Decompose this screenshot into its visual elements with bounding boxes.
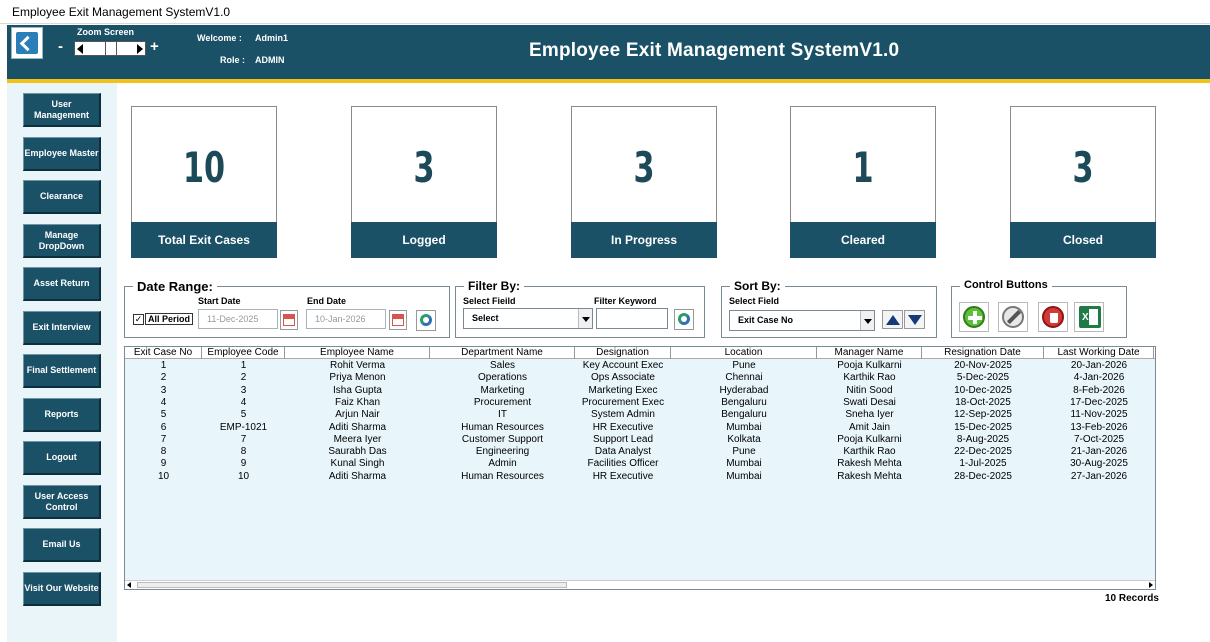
table-cell: 7: [240, 433, 247, 445]
table-cell: 20-Jan-2026: [1070, 360, 1128, 371]
column-header[interactable]: Employee Code: [202, 347, 285, 359]
employee-master-button[interactable]: Employee Master: [23, 137, 101, 171]
visit-website-button[interactable]: Visit Our Website: [23, 572, 101, 606]
closed-card: [1010, 106, 1156, 258]
table-row[interactable]: [125, 458, 1155, 470]
table-cell: HR Executive: [592, 421, 654, 433]
table-cell: Operations: [478, 372, 527, 384]
table-cell: Kolkata: [727, 433, 761, 445]
date-range-title: Date Range:: [133, 279, 217, 294]
table-cell: Human Resources: [461, 470, 544, 482]
table-cell: 3: [160, 384, 167, 396]
table-row[interactable]: [125, 372, 1155, 384]
table-cell: HR Executive: [592, 470, 654, 482]
all-period-checkbox[interactable]: ✓: [134, 314, 143, 324]
table-cell: 8: [240, 446, 247, 458]
clearance-button[interactable]: Clearance: [23, 180, 101, 214]
horizontal-scrollbar[interactable]: [125, 580, 1155, 589]
table-cell: 5: [240, 409, 247, 421]
role-label: Role :: [220, 55, 246, 65]
in-progress-card: [571, 106, 717, 258]
column-header[interactable]: Designation: [575, 347, 671, 359]
card-value: 10: [182, 143, 226, 192]
zoom-plus-label: +: [150, 38, 159, 55]
table-row[interactable]: [125, 409, 1155, 421]
filter-field-label: Select Fieild: [463, 296, 516, 306]
table-cell: Chennai: [725, 372, 763, 384]
table-cell: 1-Jul-2025: [959, 458, 1007, 470]
table-cell: 4: [240, 396, 247, 408]
table-cell: EMP-1021: [219, 421, 268, 433]
table-cell: 22-Dec-2025: [954, 446, 1012, 458]
table-cell: Nitin Sood: [846, 384, 893, 396]
table-cell: 4-Jan-2026: [1073, 372, 1125, 384]
app-header: [7, 25, 1210, 79]
table-cell: Saurabh Das: [328, 446, 387, 458]
table-row[interactable]: [125, 434, 1155, 446]
table-cell: Faiz Khan: [334, 396, 381, 408]
excel-icon: X: [1079, 306, 1101, 328]
filter-field-value: Select: [472, 313, 499, 323]
table-cell: Data Analyst: [594, 446, 652, 458]
zoom-left-arrow-icon[interactable]: [77, 44, 83, 54]
card-label: Total Exit Cases: [131, 222, 277, 258]
card-label: Closed: [1010, 222, 1156, 258]
table-cell: Hyderabad: [719, 384, 769, 396]
table-row[interactable]: [125, 422, 1155, 434]
card-value: 1: [852, 143, 874, 192]
table-cell: Key Account Exec: [582, 360, 664, 371]
zoom-label: Zoom Screen: [77, 27, 135, 37]
table-cell: Arjun Nair: [335, 409, 380, 421]
record-count: 10 Records: [1105, 593, 1159, 604]
sort-descending-icon[interactable]: [904, 310, 925, 329]
table-cell: 27-Jan-2026: [1070, 470, 1128, 482]
table-cell: Meera Iyer: [333, 433, 382, 445]
table-cell: Rakesh Mehta: [837, 470, 902, 482]
user-management-button[interactable]: User Management: [23, 93, 101, 127]
table-cell: Facilities Officer: [587, 458, 659, 470]
table-cell: Bengaluru: [721, 396, 767, 408]
manage-dropdown-button[interactable]: Manage DropDown: [23, 224, 101, 258]
filter-field-select[interactable]: [463, 308, 593, 329]
zoom-right-arrow-icon[interactable]: [137, 44, 143, 54]
table-cell: Mumbai: [726, 458, 762, 470]
table-cell: Bengaluru: [721, 409, 767, 421]
sort-field-label: Select Field: [729, 296, 780, 306]
column-header[interactable]: Last Working Date: [1044, 347, 1154, 359]
control-buttons-title: Control Buttons: [960, 279, 1052, 291]
final-settlement-button[interactable]: Final Settlement: [23, 354, 101, 388]
app-logo-icon: [11, 27, 43, 59]
table-cell: Mumbai: [726, 421, 762, 433]
table-cell: 20-Nov-2025: [954, 360, 1012, 371]
table-cell: 12-Sep-2025: [954, 409, 1012, 421]
card-label: Cleared: [790, 222, 936, 258]
table-cell: 8-Aug-2025: [956, 433, 1010, 445]
table-cell: Mumbai: [726, 470, 762, 482]
logout-button[interactable]: Logout: [23, 441, 101, 475]
table-cell: Engineering: [475, 446, 530, 458]
table-cell: Pune: [732, 360, 756, 371]
edit-icon: [1002, 306, 1024, 328]
table-cell: 5-Dec-2025: [956, 372, 1010, 384]
table-cell: 1: [240, 360, 247, 371]
delete-icon: [1042, 306, 1064, 328]
filter-title: Filter By:: [464, 279, 524, 293]
card-label: In Progress: [571, 222, 717, 258]
table-cell: Sneha Iyer: [845, 409, 894, 421]
table-cell: 3: [240, 384, 247, 396]
table-cell: 2: [160, 372, 167, 384]
table-cell: 4: [160, 396, 167, 408]
role-value: ADMIN: [255, 55, 285, 65]
scroll-thumb[interactable]: [137, 582, 567, 588]
column-header[interactable]: Employee Name: [285, 347, 430, 359]
zoom-minus-label: -: [58, 38, 63, 55]
reports-button[interactable]: Reports: [23, 398, 101, 432]
add-button[interactable]: [959, 302, 989, 332]
start-date-input[interactable]: 11-Dec-2025: [198, 309, 278, 329]
sidebar: [7, 83, 117, 642]
welcome-user: Admin1: [255, 33, 289, 43]
table-cell: 13-Feb-2026: [1070, 421, 1128, 433]
table-cell: 8-Feb-2026: [1073, 384, 1125, 396]
table-cell: 10-Dec-2025: [954, 384, 1012, 396]
table-cell: 5: [160, 409, 167, 421]
table-cell: Kunal Singh: [330, 458, 385, 470]
table-cell: Sales: [489, 360, 515, 371]
table-cell: Marketing Exec: [588, 384, 658, 396]
table-row[interactable]: [125, 397, 1155, 409]
window-title: Employee Exit Management SystemV1.0: [0, 0, 1210, 24]
table-cell: Priya Menon: [329, 372, 386, 384]
column-header[interactable]: Location: [671, 347, 817, 359]
table-cell: Customer Support: [461, 433, 544, 445]
table-cell: 2: [240, 372, 247, 384]
table-cell: 10: [157, 470, 170, 482]
table-cell: Aditi Sharma: [328, 470, 387, 482]
table-cell: Aditi Sharma: [328, 421, 387, 433]
table-cell: 7: [160, 433, 167, 445]
table-cell: Swati Desai: [843, 396, 896, 408]
table-cell: Amit Jain: [848, 421, 891, 433]
table-cell: Human Resources: [461, 421, 544, 433]
exit-interview-button[interactable]: Exit Interview: [23, 311, 101, 345]
table-cell: Isha Gupta: [333, 384, 382, 396]
email-us-button[interactable]: Email Us: [23, 528, 101, 562]
cleared-card: [790, 106, 936, 258]
column-header[interactable]: Manager Name: [817, 347, 922, 359]
table-cell: Ops Associate: [591, 372, 655, 384]
table-cell: Rohit Verma: [329, 360, 386, 371]
table-cell: 21-Jan-2026: [1070, 446, 1128, 458]
sort-ascending-icon[interactable]: [882, 310, 903, 329]
table-header: [125, 347, 1155, 359]
table-cell: 1: [160, 360, 167, 371]
table-row[interactable]: [125, 385, 1155, 397]
filter-refresh-icon[interactable]: [674, 309, 694, 330]
chevron-down-icon[interactable]: [578, 309, 592, 328]
table-cell: Marketing: [480, 384, 525, 396]
exit-cases-table[interactable]: [124, 346, 1156, 590]
card-label: Logged: [351, 222, 497, 258]
column-header[interactable]: Resignation Date: [922, 347, 1044, 359]
sort-title: Sort By:: [730, 279, 785, 293]
table-cell: 6: [160, 421, 167, 433]
table-cell: 11-Nov-2025: [1070, 409, 1128, 421]
total-exit-cases-card: [131, 106, 277, 258]
table-cell: Pooja Kulkarni: [837, 433, 902, 445]
zoom-slider-thumb[interactable]: [105, 42, 117, 55]
table-cell: Pooja Kulkarni: [837, 360, 902, 371]
app-title: Employee Exit Management SystemV1.0: [529, 40, 900, 61]
end-date-label: End Date: [307, 296, 347, 306]
welcome-label: Welcome :: [197, 33, 242, 43]
table-cell: 17-Dec-2025: [1070, 396, 1128, 408]
sort-field-value: Exit Case No: [738, 315, 794, 325]
start-date-label: Start Date: [198, 296, 241, 306]
user-access-control-button[interactable]: User Access Control: [23, 485, 101, 519]
card-value: 3: [1072, 143, 1094, 192]
table-cell: Support Lead: [592, 433, 654, 445]
table-row[interactable]: [125, 360, 1155, 372]
card-value: 3: [413, 143, 435, 192]
all-period-label: All Period: [145, 313, 193, 325]
table-row[interactable]: [125, 471, 1155, 483]
column-header[interactable]: Department Name: [430, 347, 575, 359]
table-cell: Admin: [488, 458, 517, 470]
end-date-calendar-icon[interactable]: [389, 310, 407, 330]
table-cell: 8: [160, 446, 167, 458]
filter-keyword-input[interactable]: [596, 308, 668, 329]
logged-card: [351, 106, 497, 258]
column-header[interactable]: Exit Case No: [125, 347, 202, 359]
date-refresh-icon[interactable]: [416, 310, 436, 331]
table-cell: Pune: [732, 446, 756, 458]
table-cell: 18-Oct-2025: [955, 396, 1011, 408]
start-date-calendar-icon[interactable]: [280, 310, 298, 330]
asset-return-button[interactable]: Asset Return: [23, 267, 101, 301]
edit-button[interactable]: [998, 302, 1028, 332]
table-cell: 9: [240, 458, 247, 470]
table-cell: Karthik Rao: [843, 372, 896, 384]
delete-button[interactable]: [1038, 302, 1068, 332]
add-icon: [963, 306, 985, 328]
scroll-right-icon[interactable]: [1149, 582, 1153, 588]
table-cell: 28-Dec-2025: [954, 470, 1012, 482]
sort-field-select[interactable]: [729, 310, 875, 331]
table-cell: Rakesh Mehta: [837, 458, 902, 470]
chevron-down-icon[interactable]: [860, 311, 874, 330]
table-row[interactable]: [125, 446, 1155, 458]
table-cell: System Admin: [591, 409, 655, 421]
zoom-slider[interactable]: [74, 41, 146, 56]
table-cell: Karthik Rao: [843, 446, 896, 458]
table-cell: 30-Aug-2025: [1070, 458, 1128, 470]
table-cell: Procurement Exec: [581, 396, 665, 408]
end-date-input[interactable]: 10-Jan-2026: [306, 309, 386, 329]
filter-keyword-label: Filter Keyword: [594, 296, 657, 306]
table-cell: 7-Oct-2025: [1073, 433, 1125, 445]
table-cell: 10: [237, 470, 250, 482]
export-excel-button[interactable]: [1074, 302, 1104, 332]
table-cell: IT: [498, 409, 507, 421]
table-cell: 15-Dec-2025: [954, 421, 1012, 433]
scroll-left-icon[interactable]: [127, 582, 131, 588]
table-cell: 9: [160, 458, 167, 470]
table-cell: Procurement: [473, 396, 532, 408]
card-value: 3: [633, 143, 655, 192]
